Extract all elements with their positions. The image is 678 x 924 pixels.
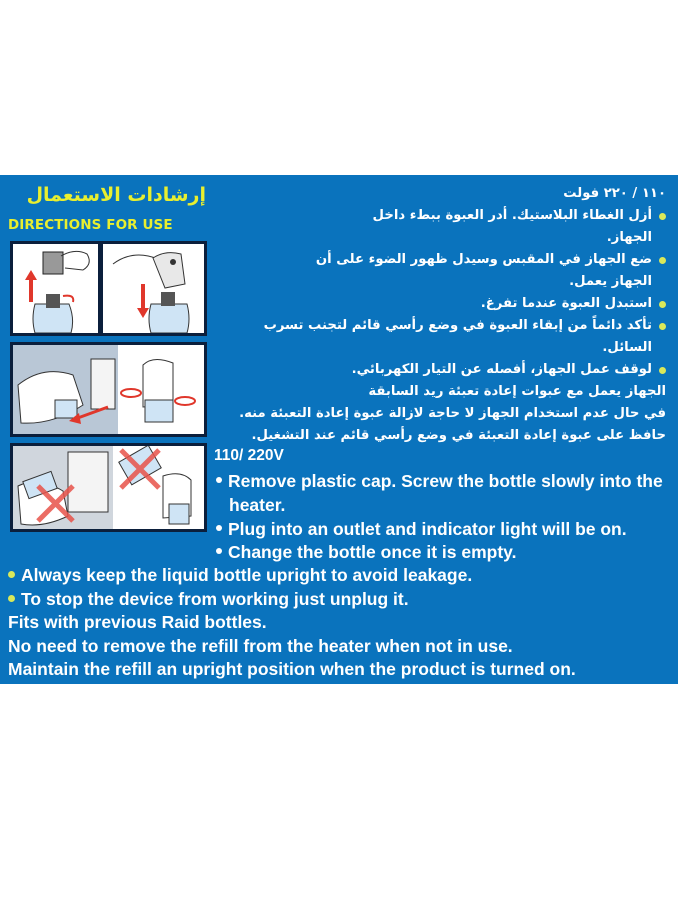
english-bullet [8, 565, 472, 586]
bullet-icon [659, 301, 666, 308]
bullet-icon [659, 213, 666, 220]
bullet-icon [216, 548, 222, 554]
english-bullet-text: Plug into an outlet and indicator light will be on. [228, 519, 627, 539]
english-bullet-text: Change the bottle once it is empty. [228, 542, 517, 562]
arabic-note: في حال عدم استخدام الجهاز لا حاجة لازالة عبوة إعادة التعبئة منه. [239, 406, 666, 421]
arabic-bullet [216, 249, 666, 271]
bullet-icon [659, 367, 666, 374]
arabic-bullet [216, 205, 666, 227]
arabic-bullet-text: ضع الجهاز في المقبس وسيدل ظهور الضوء على أن [315, 252, 652, 267]
arabic-title: إرشادات الاستعمال [26, 184, 206, 206]
english-note: No need to remove the refill from the heater when not in use. [8, 636, 513, 656]
arabic-voltage: ١١٠ / ٢٢٠ فولت [563, 186, 666, 201]
arabic-bullet-text: استبدل العبوة عندما تفرغ. [480, 296, 652, 311]
arabic-bullet-continuation: الجهاز. [606, 230, 652, 245]
bullet-icon [659, 257, 666, 264]
illustration-insert-bottle [100, 241, 207, 336]
arabic-instructions [216, 183, 666, 447]
bullet-icon [216, 477, 222, 483]
bullet-icon [8, 571, 15, 578]
english-bullet-continuation: heater. [229, 495, 286, 515]
arabic-bullet [216, 315, 666, 359]
remove-cap-icon [13, 244, 98, 333]
bullet-icon [659, 323, 666, 330]
illustration-remove-cap [10, 241, 101, 336]
english-bullet [8, 589, 409, 610]
bullet-icon [216, 525, 222, 531]
plug-in-icon [13, 345, 204, 434]
english-bullet-text: Remove plastic cap. Screw the bottle slowly into the [228, 471, 663, 491]
english-voltage: 110/ 220V [214, 447, 284, 464]
arabic-bullet-continuation: الجهاز يعمل. [569, 274, 652, 289]
arabic-bullet-text: لوقف عمل الجهاز، أفصله عن التيار الكهربائي. [351, 362, 652, 377]
english-bullet [216, 542, 516, 563]
wrong-usage-icon [13, 446, 204, 529]
directions-panel [0, 175, 678, 684]
arabic-bullet-text: أزل الغطاء البلاستيك. أدر العبوة ببطء داخل [372, 208, 652, 223]
illustration-plug-and-twist [10, 342, 207, 437]
english-note: Maintain the refill an upright position when the product is turned on. [8, 659, 576, 679]
bullet-icon [8, 595, 15, 602]
english-title: DIRECTIONS FOR USE [8, 217, 173, 233]
arabic-bullet [216, 359, 666, 381]
english-bullet [216, 519, 627, 540]
arabic-note: حافظ على عبوة إعادة التعبئة في وضع رأسي قائم عند التشغيل. [251, 428, 666, 443]
arabic-bullet [216, 293, 666, 315]
arabic-bullet-text: تأكد دائماً من إبقاء العبوة في وضع رأسي قائم لتجنب تسرب السائل. [263, 318, 652, 355]
english-bullet-text: To stop the device from working just unplug it. [21, 589, 409, 609]
english-bullet [216, 471, 663, 492]
insert-bottle-icon [103, 244, 204, 333]
english-bullet-text: Always keep the liquid bottle upright to avoid leakage. [21, 565, 473, 585]
illustration-wrong-usage [10, 443, 207, 532]
english-note: Fits with previous Raid bottles. [8, 612, 267, 632]
arabic-note: الجهاز يعمل مع عبوات إعادة تعبئة ريد السابقة [368, 384, 666, 399]
